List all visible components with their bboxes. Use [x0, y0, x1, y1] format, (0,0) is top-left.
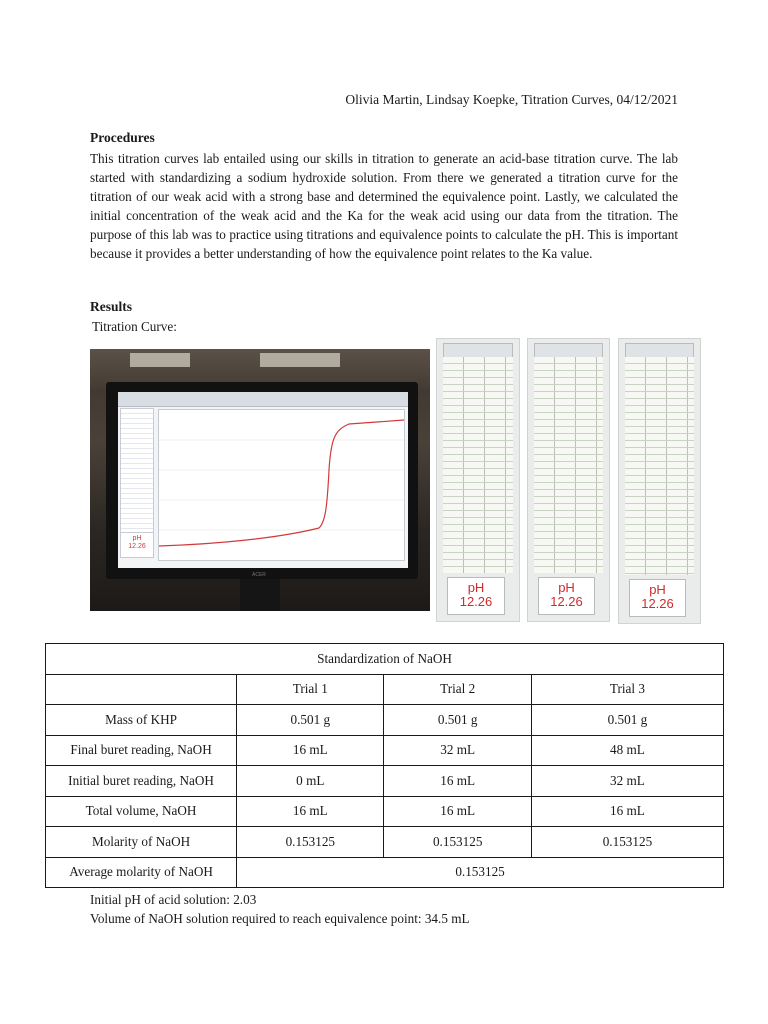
titration-curve-line	[159, 420, 404, 546]
table-cell: 0.501 g	[384, 705, 531, 736]
ceiling-light	[130, 353, 190, 367]
ph-readout-box	[538, 577, 595, 615]
table-grid	[625, 357, 694, 575]
titration-curve-label: Titration Curve:	[92, 319, 177, 334]
ph-label: pH	[132, 535, 142, 542]
table-cell: 0.153125	[531, 827, 723, 858]
table-row	[46, 766, 724, 797]
ph-value: 12.26	[641, 596, 674, 611]
table-header-cell: Trial 2	[384, 674, 531, 705]
monitor-brand-mark: ACER	[252, 572, 266, 578]
table-title-row	[46, 644, 724, 675]
table-cell: 32 mL	[531, 766, 723, 797]
table-cell: 0.153125	[237, 827, 384, 858]
table-cell: 48 mL	[531, 735, 723, 766]
data-table-photo-2	[527, 338, 610, 622]
author-date-line: Olivia Martin, Lindsay Koepke, Titration Curves, 04/12/2021	[345, 92, 678, 107]
table-cell: 0.153125	[384, 827, 531, 858]
initial-ph-note: Initial pH of acid solution: 2.03	[90, 892, 257, 907]
ph-value: 12.26	[550, 594, 583, 609]
titration-curve-svg	[159, 410, 404, 560]
ph-readout-box	[629, 579, 686, 617]
table-cell: 32 mL	[384, 735, 531, 766]
titration-curve-photo	[90, 349, 430, 611]
standardization-table	[45, 643, 724, 888]
table-title: Standardization of NaOH	[46, 644, 724, 675]
average-value-cell: 0.153125	[237, 857, 724, 888]
table-cell: 16 mL	[237, 735, 384, 766]
ph-label: pH	[467, 580, 485, 595]
ph-value: 12.26	[459, 594, 493, 609]
table-cell: 0.501 g	[531, 705, 723, 736]
ph-label: pH	[649, 582, 666, 597]
ph-readout-box	[447, 577, 505, 615]
row-label: Mass of KHP	[46, 705, 237, 736]
table-grid	[534, 357, 603, 573]
monitor-screen	[118, 392, 408, 568]
titration-graph	[158, 409, 405, 561]
ceiling-light	[260, 353, 340, 367]
equivalence-volume-note: Volume of NaOH solution required to reach equivalence point: 34.5 mL	[90, 911, 470, 926]
table-cell: 16 mL	[384, 766, 531, 797]
software-ph-readout	[120, 532, 154, 558]
table-row	[46, 796, 724, 827]
software-toolbar	[118, 392, 408, 407]
ph-value: 12.26	[128, 543, 146, 550]
row-label: Molarity of NaOH	[46, 827, 237, 858]
data-table-photo-3	[618, 338, 701, 624]
data-table-photo-1	[436, 338, 520, 622]
table-row-average	[46, 857, 724, 888]
table-grid	[443, 357, 513, 573]
table-row	[46, 735, 724, 766]
results-heading: Results	[90, 299, 133, 314]
table-cell: 16 mL	[384, 796, 531, 827]
table-row	[46, 705, 724, 736]
software-data-table	[120, 408, 154, 550]
table-header-row	[46, 674, 724, 705]
table-row	[46, 827, 724, 858]
table-header-cell: Trial 3	[531, 674, 723, 705]
row-label: Initial buret reading, NaOH	[46, 766, 237, 797]
table-header-cell: Trial 1	[237, 674, 384, 705]
row-label: Total volume, NaOH	[46, 796, 237, 827]
row-label: Final buret reading, NaOH	[46, 735, 237, 766]
table-cell: 0.501 g	[237, 705, 384, 736]
table-cell: 16 mL	[237, 796, 384, 827]
table-header-cell	[46, 674, 237, 705]
table-cell: 16 mL	[531, 796, 723, 827]
row-label: Average molarity of NaOH	[46, 857, 237, 888]
procedures-heading: Procedures	[90, 130, 155, 145]
ph-label: pH	[558, 580, 575, 595]
table-cell: 0 mL	[237, 766, 384, 797]
procedures-paragraph: This titration curves lab entailed using our skills in titration to generate an acid-base titration curve. The lab started with standardizing a sodium hydroxide solution. From there we generated a titration curve for the titration of our weak acid with a strong base and determined the equivalence point. Lastly, we calculated the initial concentration of the weak acid and the Ka for the weak acid using our data from the titration. The purpose of this lab was to practice using titrations and equivalence points to calculate the pH. This is important because it provides a better understanding of how the equivalence point relates to the Ka value.	[90, 151, 678, 261]
monitor-stand	[240, 579, 280, 611]
